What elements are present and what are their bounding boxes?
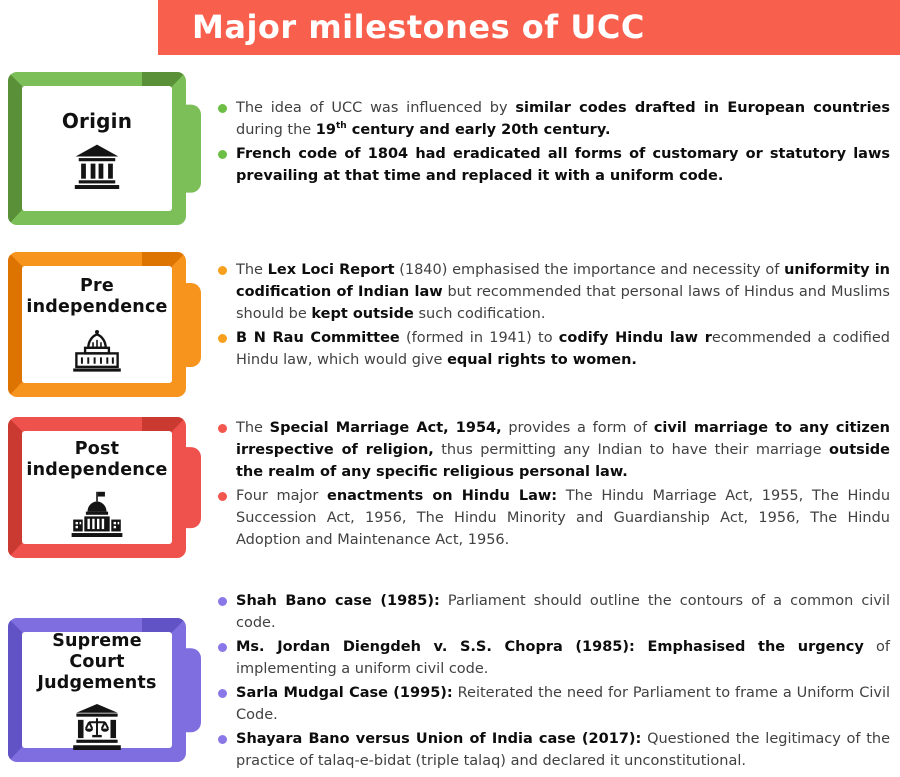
parliament-dome-icon <box>71 328 123 374</box>
bullet-dot <box>218 266 227 275</box>
milestone-card-pre-independence <box>8 252 186 397</box>
card-label: Supreme Court Judgements <box>37 630 157 693</box>
bullet-item: French code of 1804 had eradicated all forms of customary or statutory laws prevailing at that time and replaced it with a uniform code. <box>218 143 890 187</box>
bullet-item: Four major enactments on Hindu Law: The Hindu Marriage Act, 1955, The Hindu Succession Act, 1956, The Hindu Minority and Guardianship Act, 1956, The Hindu Adoption and Maintenance Act, 1956. <box>218 485 890 551</box>
bullet-dot <box>218 735 227 744</box>
bullet-dot <box>218 334 227 343</box>
card-shade-left <box>8 618 22 762</box>
bullet-item: Shah Bano case (1985): Parliament should outline the contours of a common civil code. <box>218 590 890 634</box>
bullet-dot <box>218 424 227 433</box>
card-shade-left <box>8 417 22 558</box>
card-frame <box>8 618 186 762</box>
milestone-card-origin <box>8 72 186 225</box>
card-face <box>22 431 172 544</box>
bullet-list <box>218 417 890 553</box>
bullet-list <box>218 259 890 373</box>
milestone-card-supreme-court <box>8 618 186 762</box>
bullet-dot <box>218 104 227 113</box>
bullet-item: The idea of UCC was influenced by similar codes drafted in European countries during the 19th century and early 20th century. <box>218 97 890 141</box>
bullet-item: B N Rau Committee (formed in 1941) to codify Hindu law recommended a codified Hindu law, which would give equal rights to women. <box>218 327 890 371</box>
bullet-list <box>218 97 890 189</box>
bullet-dot <box>218 597 227 606</box>
card-face <box>22 632 172 748</box>
bullet-item: The Lex Loci Report (1840) emphasised the importance and necessity of uniformity in codification of Indian law but recommended that personal laws of Hindus and Muslims should be kept outside such codification. <box>218 259 890 325</box>
bullet-dot <box>218 643 227 652</box>
bullet-dot <box>218 492 227 501</box>
bullet-item: Sarla Mudgal Case (1995): Reiterated the need for Parliament to frame a Uniform Civil Code. <box>218 682 890 726</box>
bullet-list <box>218 590 890 774</box>
header-banner <box>158 0 900 55</box>
bullet-item: Ms. Jordan Diengdeh v. S.S. Chopra (1985): Emphasised the urgency of implementing a uniform civil code. <box>218 636 890 680</box>
milestone-card-post-independence <box>8 417 186 558</box>
courthouse-scales-icon <box>71 704 123 750</box>
bullet-item: Shayara Bano versus Union of India case (2017): Questioned the legitimacy of the practice of talaq-e-bidat (triple talaq) and declared it unconstitutional. <box>218 728 890 772</box>
card-frame <box>8 252 186 397</box>
card-label: Origin <box>61 108 133 133</box>
card-frame <box>8 417 186 558</box>
card-face <box>22 86 172 211</box>
card-shade-left <box>8 252 22 397</box>
page-title: Major milestones of UCC <box>192 8 645 46</box>
capitol-flag-icon <box>71 491 123 537</box>
card-face <box>22 266 172 383</box>
card-shade-left <box>8 72 22 225</box>
bullet-item: The Special Marriage Act, 1954, provides a form of civil marriage to any citizen irrespective of religion, thus permitting any Indian to have their marriage outside the realm of any specific religious personal law. <box>218 417 890 483</box>
card-frame <box>8 72 186 225</box>
card-label: Post independence <box>26 438 168 480</box>
bullet-dot <box>218 150 227 159</box>
classical-building-icon <box>71 143 123 189</box>
card-label: Pre independence <box>26 275 168 317</box>
bullet-dot <box>218 689 227 698</box>
